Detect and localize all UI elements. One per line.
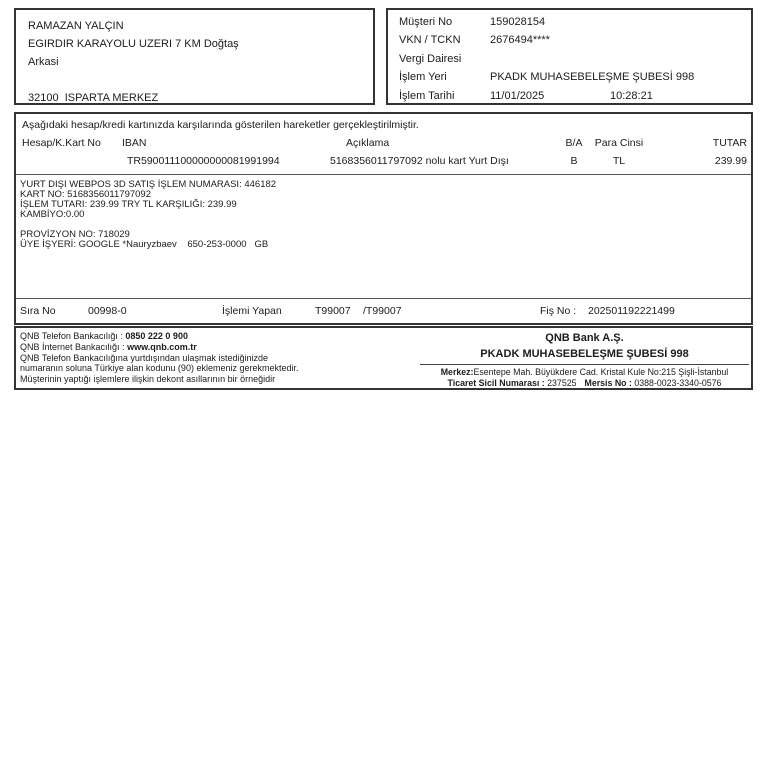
transaction-info-box	[386, 8, 753, 105]
phone-banking-line	[20, 331, 299, 342]
trade-registry-label: Ticaret Sicil Numarası :	[447, 377, 548, 388]
cell-debit-credit: B	[570, 155, 578, 167]
bank-address-block	[420, 364, 749, 388]
sira-no-value: 00998-0	[88, 305, 127, 317]
detail-line-provision-no: PROVİZYON NO: 718029	[20, 229, 130, 240]
cell-iban: TR590011100000000081991994	[127, 155, 280, 167]
internet-banking-line	[20, 342, 299, 353]
info-value: 2676494****	[490, 34, 550, 47]
fis-no-value: 202501192221499	[588, 305, 675, 317]
bank-identity-block	[420, 330, 749, 388]
islemi-yapan-value-2: /T99007	[363, 305, 402, 317]
mersis-label: Mersis No :	[584, 377, 635, 388]
receipt-footer-row	[16, 298, 751, 323]
detail-line-merchant: ÜYE İŞYERİ: GOOGLE *Nauryzbaev 650-253-0000 GB	[20, 239, 269, 250]
info-label: Müşteri No	[399, 16, 453, 28]
customer-address-box	[14, 8, 375, 105]
info-value-date: 11/01/2025	[490, 89, 545, 102]
detail-line-sales-number: YURT DIŞI WEBPOS 3D SATIŞ İŞLEM NUMARASI: 446182	[20, 179, 277, 190]
col-header-amount: TUTAR	[712, 137, 747, 149]
info-row-vergi-dairesi	[388, 51, 751, 69]
copy-note-line: Müşterinin yaptığı işlemlere ilişkin dekont asıllarının bir örneğidir	[20, 374, 276, 385]
col-header-account-no: Hesap/K.Kart No	[22, 137, 101, 149]
fis-no-label: Fiş No :	[540, 305, 577, 317]
bank-address-line	[420, 367, 749, 378]
spacer-line	[28, 71, 365, 89]
trade-registry-value: 237525	[547, 377, 577, 388]
cell-currency: TL	[612, 155, 626, 167]
info-value: 159028154	[490, 16, 546, 28]
bank-contact-info	[20, 331, 299, 385]
info-value: PKADK MUHASEBELEŞME ŞUBESİ 998	[490, 71, 695, 84]
phone-banking-label: QNB Telefon Bankacılığı :	[20, 331, 126, 341]
info-row-islem-tarihi	[388, 88, 751, 106]
col-header-currency: Para Cinsi	[594, 137, 644, 149]
branch-name: PKADK MUHASEBELEŞME ŞUBESİ 998	[480, 348, 689, 360]
islemi-yapan-label: İşlemi Yapan	[222, 305, 282, 317]
mersis-value: 0388-0023-3340-0576	[634, 377, 722, 388]
row-separator-line	[16, 174, 751, 175]
info-label: İşlem Tarihi	[399, 89, 455, 102]
info-label: İşlem Yeri	[399, 71, 447, 84]
col-header-debit-credit: B/A	[565, 137, 583, 149]
address-label: Merkez:	[440, 367, 474, 377]
bank-name: QNB Bank A.Ş.	[545, 332, 624, 344]
customer-name: RAMAZAN YALÇIN	[28, 20, 124, 32]
statement-intro-text: Aşağıdaki hesap/kredi kartınızda karşılarında gösterilen hareketler gerçekleştirilmiştir.	[22, 119, 419, 131]
internet-banking-label: QNB İnternet Bankacılığı :	[20, 341, 128, 352]
statement-box	[14, 112, 753, 325]
bank-registry-line	[420, 378, 749, 389]
customer-address-line-1: EGIRDIR KARAYOLU UZERI 7 KM Doğtaş	[28, 38, 239, 50]
abroad-note-line-1: QNB Telefon Bankacılığına yurtdışından ulaşmak istediğinizde	[20, 352, 268, 363]
bank-footer-box	[14, 326, 753, 390]
info-value-time: 10:28:21	[610, 89, 653, 102]
transaction-detail-block	[20, 180, 276, 250]
islemi-yapan-value: T99007	[315, 305, 351, 317]
cell-amount: 239.99	[714, 155, 747, 167]
customer-address-line-2: Arkasi	[28, 56, 59, 68]
info-row-vkn-tckn	[388, 32, 751, 50]
sira-no-label: Sıra No	[20, 305, 56, 317]
abroad-note-line-2: numaranın soluna Türkiye alan kodunu (90) eklemeniz gerekmektedir.	[20, 363, 299, 374]
internet-banking-url: www.qnb.com.tr	[127, 341, 197, 352]
info-label: VKN / TCKN	[399, 34, 461, 47]
info-row-musteri-no	[388, 14, 751, 32]
address-value: Esentepe Mah. Büyükdere Cad. Kristal Kule No:215 Şişli-İstanbul	[473, 367, 729, 377]
col-header-description: Açıklama	[346, 137, 390, 149]
detail-line-amount: İŞLEM TUTARI: 239.99 TRY TL KARŞILIĞI: 239.99	[20, 199, 237, 210]
info-label: Vergi Dairesi	[399, 52, 462, 65]
col-header-iban: IBAN	[122, 137, 147, 149]
detail-line-card-no: KART NO: 5168356011797092	[20, 189, 151, 200]
info-row-islem-yeri	[388, 69, 751, 87]
customer-city: 32100 ISPARTA MERKEZ	[28, 92, 159, 104]
detail-line-exchange: KAMBİYO:0.00	[20, 209, 85, 220]
cell-description: 5168356011797092 nolu kart Yurt Dışı	[330, 155, 509, 167]
phone-banking-number: 0850 222 0 900	[125, 331, 188, 341]
